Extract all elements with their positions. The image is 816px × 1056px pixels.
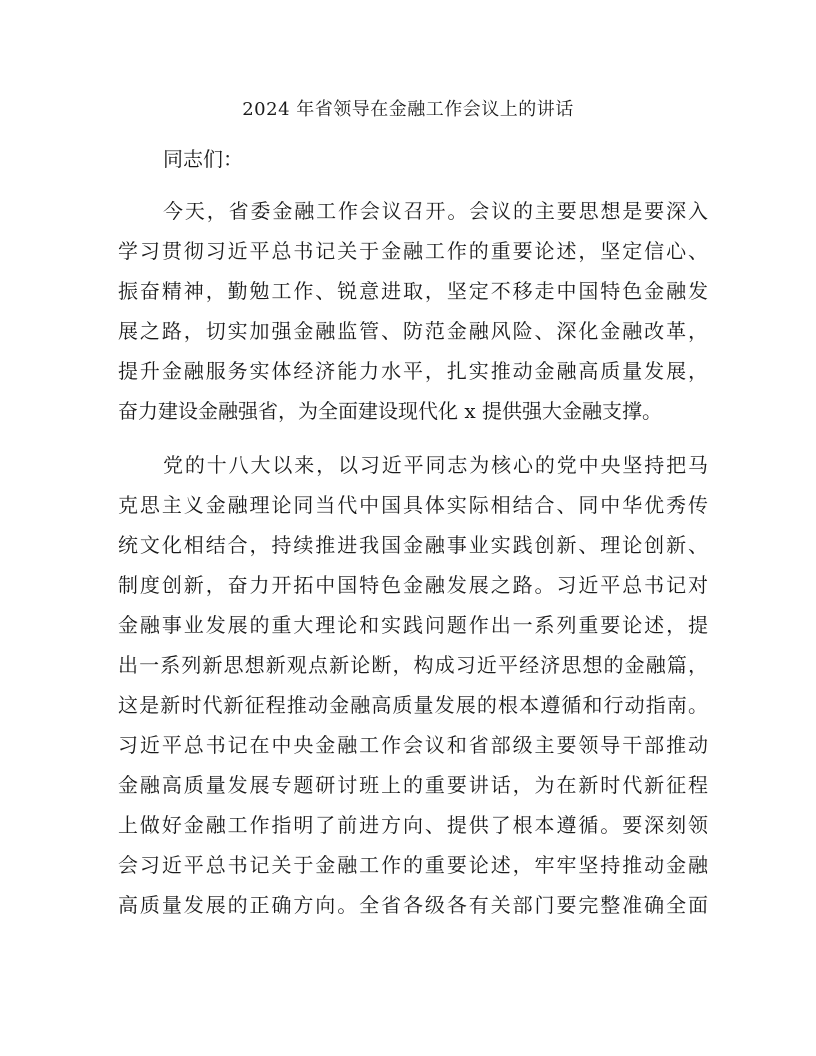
- body-line: 振奋精神，勤勉工作、锐意进取，坚定不移走中国特色金融发: [118, 279, 708, 303]
- body-line: 克思主义金融理论同当代中国具体实际相结合、同中华优秀传: [118, 493, 708, 517]
- body-line: 展之路，切实加强金融监管、防范金融风险、深化金融改革，: [118, 319, 708, 343]
- body-line: 高质量发展的正确方向。全省各级各有关部门要完整准确全面: [118, 893, 708, 917]
- body-line: 习近平总书记在中央金融工作会议和省部级主要领导干部推动: [118, 733, 708, 757]
- body-line: 这是新时代新征程推动金融高质量发展的根本遵循和行动指南。: [118, 693, 708, 717]
- body-line: 出一系列新思想新观点新论断，构成习近平经济思想的金融篇，: [118, 653, 708, 677]
- body-line: 今天，省委金融工作会议召开。会议的主要思想是要深入: [163, 199, 708, 223]
- body-line: 统文化相结合，持续推进我国金融事业实践创新、理论创新、: [118, 533, 708, 557]
- body-line: 奋力建设金融强省，为全面建设现代化 x 提供强大金融支撑。: [118, 399, 662, 423]
- salutation: 同志们：: [163, 147, 243, 171]
- document-title: 2024 年省领导在金融工作会议上的讲话: [242, 99, 574, 120]
- body-line: 金融事业发展的重大理论和实践问题作出一系列重要论述，提: [118, 613, 708, 637]
- body-line: 党的十八大以来，以习近平同志为核心的党中央坚持把马: [163, 453, 708, 477]
- body-line: 上做好金融工作指明了前进方向、提供了根本遵循。要深刻领: [118, 813, 708, 837]
- body-line: 提升金融服务实体经济能力水平，扎实推动金融高质量发展，: [118, 359, 708, 383]
- body-line: 金融高质量发展专题研讨班上的重要讲话，为在新时代新征程: [118, 773, 708, 797]
- body-line: 会习近平总书记关于金融工作的重要论述，牢牢坚持推动金融: [118, 853, 708, 877]
- body-line: 学习贯彻习近平总书记关于金融工作的重要论述，坚定信心、: [118, 239, 708, 263]
- body-line: 制度创新，奋力开拓中国特色金融发展之路。习近平总书记对: [118, 573, 708, 597]
